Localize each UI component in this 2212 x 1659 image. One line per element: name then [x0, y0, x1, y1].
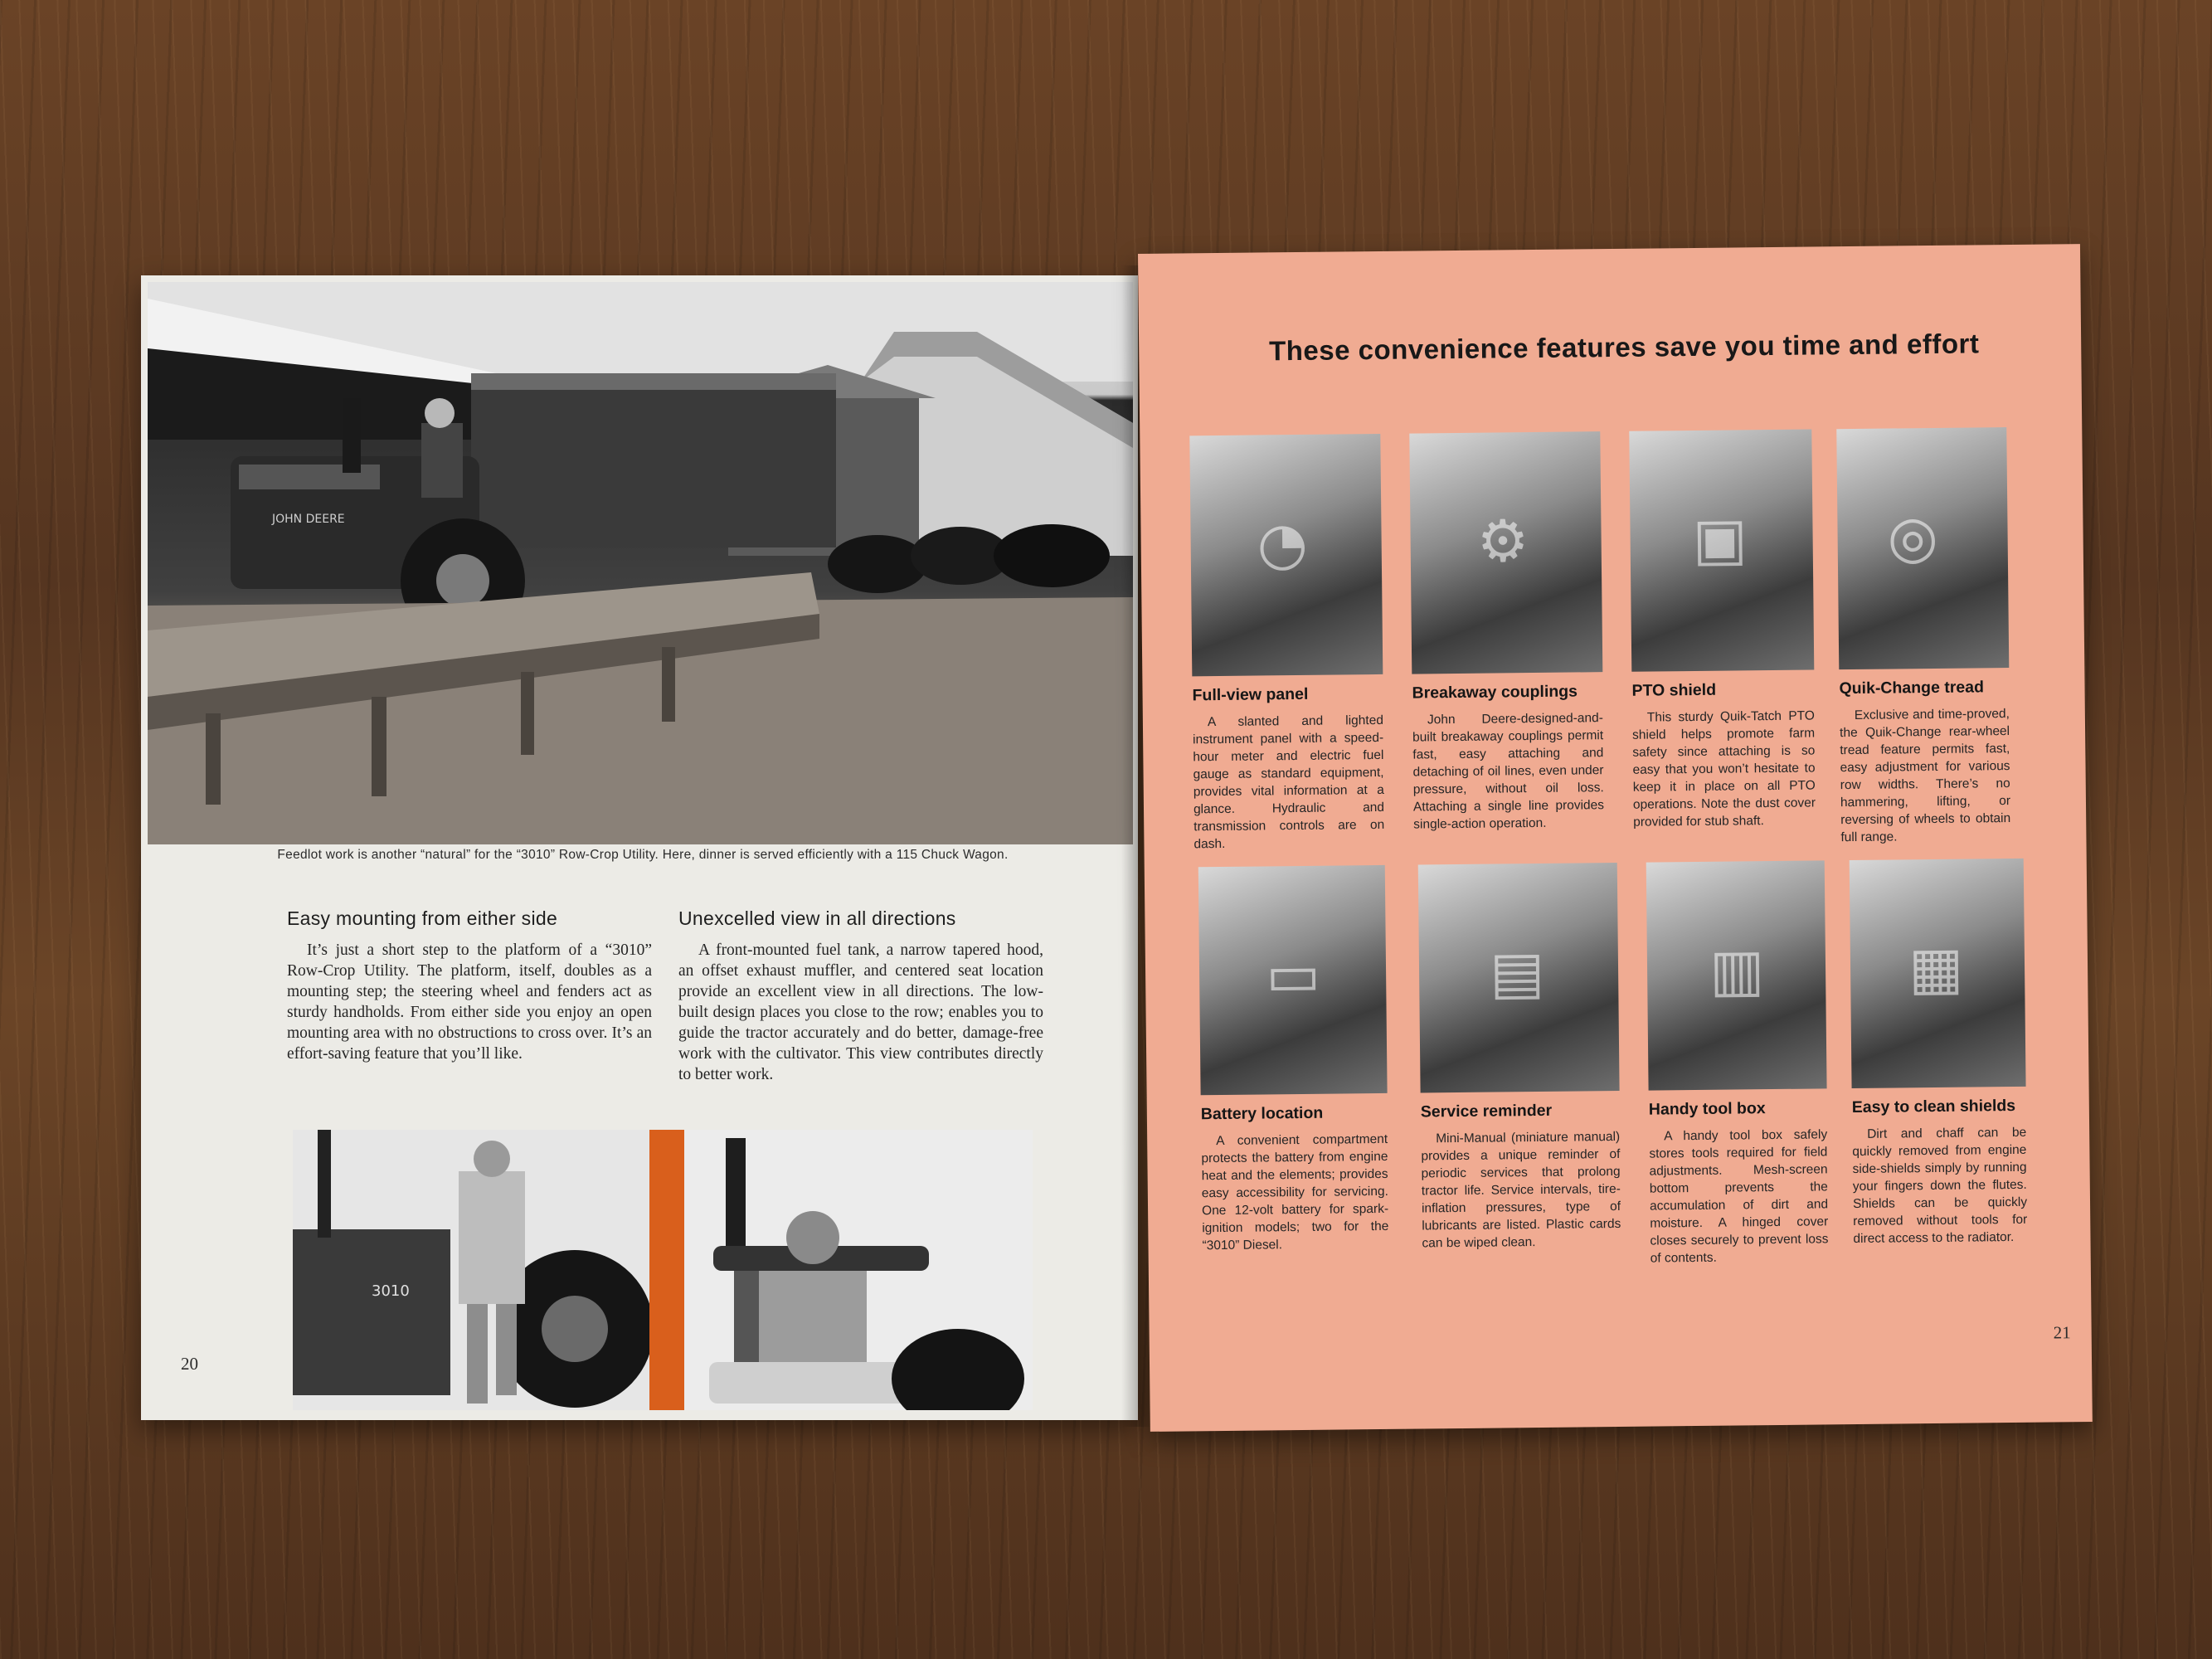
feature-body: A convenient compartment protects the battery from engine heat and the elements; provides easy accessibility for servicing. One 12-volt battery for spark-ignition models; two for the “3010” Diesel. [1201, 1131, 1389, 1253]
main-photo-caption: Feedlot work is another “natural” for the “3010” Row-Crop Utility. Here, dinner is served efficiently with a 115 Chuck Wagon. [277, 848, 1009, 862]
mounting-step-photo [293, 1130, 649, 1410]
feature-body: A handy tool box safely stores tools required for field adjustments. Mesh-screen bottom prevents the accumulation of dirt and moisture. A hinged cover closes securely to prevent loss of contents. [1649, 1127, 1829, 1266]
feature-pto-shield [1629, 430, 1816, 831]
feature-photo [1646, 860, 1827, 1090]
feature-body: This sturdy Quik-Tatch PTO shield helps promote farm safety since attaching is so easy that you won’t hesitate to keep it in place on all PTO operations. Note the dust cover provided for stub shaft. [1632, 708, 1816, 830]
feature-body: Dirt and chaff can be quickly removed from engine side-shields simply by running your fingers down the flutes. Shields can be quickly removed without tools for direct access to the radiator. [1852, 1125, 2028, 1247]
feature-title: Quik-Change tread [1839, 678, 1985, 698]
section-body-easy-mounting: It’s just a short step to the platform of a “3010” Row-Crop Utility. The platform, itself, doubles as a mounting step; the steering wheel and fenders act as sturdy handholds. From either side you enjoy an open mounting area with no obstructions to cross over. It’s an effort-saving feature that you’ll like. [287, 941, 652, 1063]
feature-title: Breakaway couplings [1412, 682, 1578, 703]
page-number-right: 21 [2053, 1322, 2071, 1343]
feature-photo [1409, 431, 1602, 674]
mounting-scene-illustration [293, 1130, 649, 1410]
shield-icon: ▣ [1692, 504, 1748, 574]
battery-icon: ▭ [1265, 940, 1321, 1010]
hood-label: JOHN DEERE [272, 513, 345, 526]
feature-photo [1198, 865, 1388, 1095]
section-easy-mounting [287, 907, 652, 1064]
orange-accent-bar [649, 1130, 684, 1410]
feature-photo [1189, 434, 1383, 676]
left-page [141, 275, 1138, 1420]
feature-quik-change-tread [1836, 427, 2010, 846]
feature-body: A slanted and lighted instrument panel with a speed-hour meter and electric fuel gauge as standard equipment, provides vital information at a glance. Hydraulic and transmission controls are on dash. [1193, 713, 1385, 852]
feature-body: Mini-Manual (miniature manual) provides a unique reminder of periodic services that prolong tractor life. Service intervals, tire-inflation pressures, type of lubricants are listed. Plastic cards can be wiped clean. [1421, 1129, 1621, 1251]
operator-view-photo [684, 1130, 1033, 1410]
feedlot-scene-illustration [148, 282, 1133, 844]
feature-title: Full-view panel [1192, 684, 1309, 705]
feature-battery-location [1198, 865, 1389, 1254]
feature-full-view-panel [1189, 434, 1384, 853]
feature-body: John Deere-designed-and-built breakaway couplings permit fast, easy attaching and detaching of oil lines, even under pressure, without oil loss. Attaching a single line provides single-action operation. [1412, 711, 1605, 832]
manual-icon: ▤ [1489, 937, 1545, 1007]
feature-title: Easy to clean shields [1851, 1096, 2016, 1117]
model-badge: 3010 [372, 1282, 410, 1300]
feature-breakaway-couplings [1409, 431, 1604, 833]
section-heading-easy-mounting: Easy mounting from either side [287, 907, 558, 929]
feature-service-reminder [1418, 863, 1621, 1252]
feature-title: Handy tool box [1648, 1099, 1766, 1119]
feature-photo [1850, 859, 2026, 1088]
operator-scene-illustration [684, 1130, 1033, 1410]
page-number-left: 20 [181, 1354, 198, 1374]
right-page-title: These convenience features save you time and effort [1268, 328, 1980, 367]
section-unexcelled-view [678, 907, 1043, 1085]
wheel-icon: ◎ [1887, 502, 1939, 572]
section-heading-unexcelled-view: Unexcelled view in all directions [678, 907, 956, 929]
feature-easy-to-clean-shields [1850, 859, 2028, 1248]
gauge-icon: ◔ [1257, 508, 1309, 578]
feature-photo [1629, 430, 1814, 672]
feature-title: PTO shield [1631, 680, 1717, 700]
feedlot-tractor-photo [148, 282, 1133, 844]
feature-handy-tool-box [1646, 860, 1829, 1267]
feature-photo [1418, 863, 1620, 1092]
feature-photo [1836, 427, 2009, 669]
feature-title: Service reminder [1420, 1101, 1553, 1121]
coupling-icon: ⚙ [1476, 507, 1529, 576]
feature-title: Battery location [1200, 1103, 1324, 1124]
toolbox-icon: ▥ [1709, 936, 1765, 1005]
feature-body: Exclusive and time-proved, the Quik-Change rear-wheel tread feature permits fast, easy adjustment for various row widths. There’s no hammering, lifting, or reversing of wheels to obtain full range. [1840, 707, 2011, 845]
grille-icon: ▦ [1908, 933, 1964, 1003]
right-page [1138, 244, 2093, 1432]
section-body-unexcelled-view: A front-mounted fuel tank, a narrow tapered hood, an offset exhaust muffler, and centered seat location provide an excellent view in all directions. The low-built design places you close to the row; enables you to guide the tractor accurately and do better, damage-free work with the cultivator. This view contributes directly to better work. [678, 941, 1043, 1083]
